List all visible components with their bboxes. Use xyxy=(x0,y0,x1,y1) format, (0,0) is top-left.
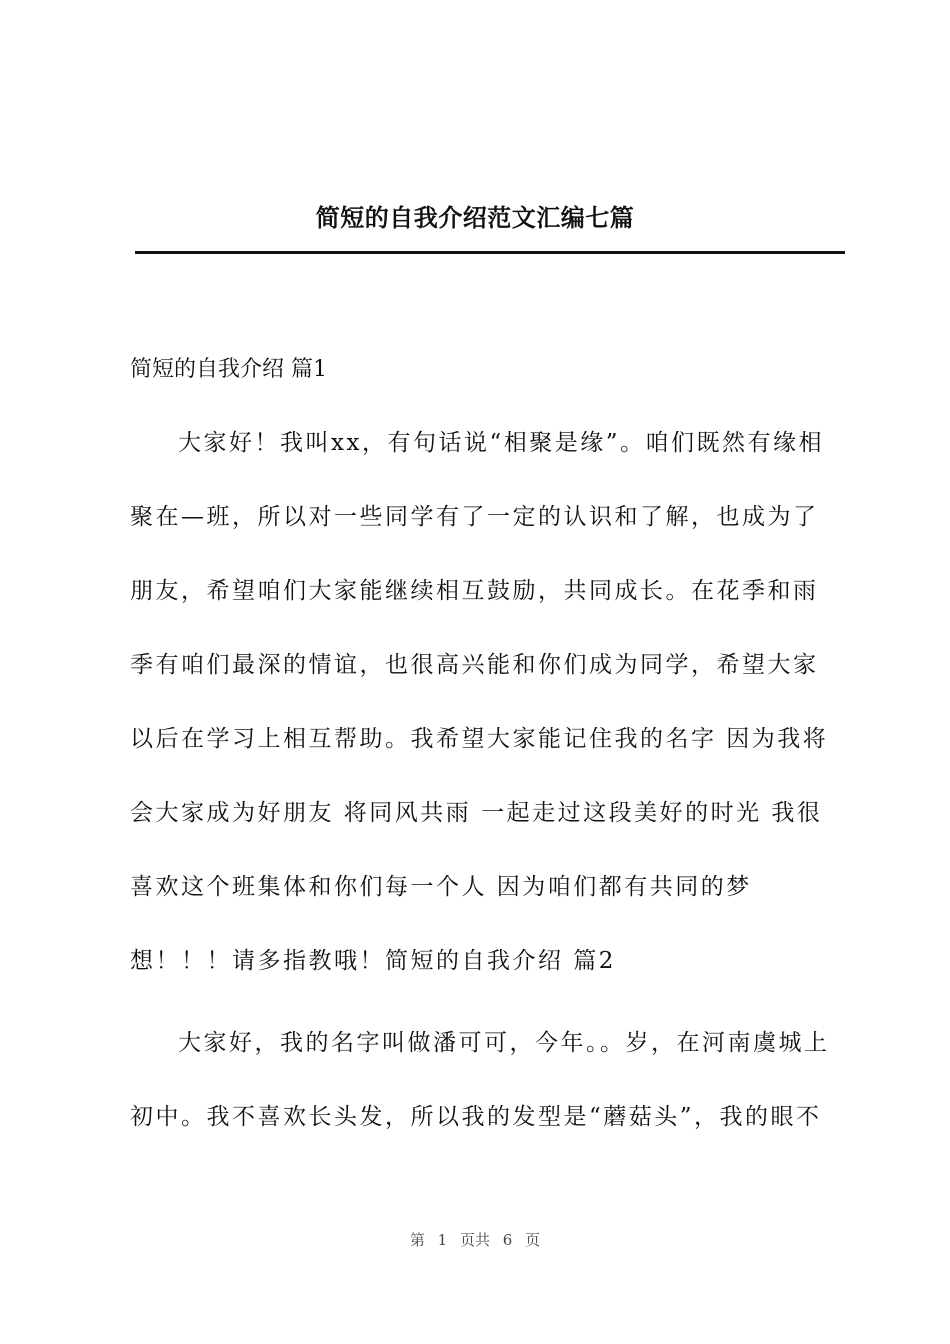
paragraph-1 xyxy=(130,406,842,1006)
section-heading-2: 简短的自我介绍 篇2 xyxy=(385,948,616,974)
section-heading-1: 简短的自我介绍 篇1 xyxy=(130,357,327,382)
title-underline xyxy=(135,251,845,254)
paragraph-2 xyxy=(130,1006,842,1156)
document-title: 简短的自我介绍范文汇编七篇 xyxy=(315,203,635,232)
paragraph-2-text: 大家好，我的名字叫做潘可可，今年。。岁，在河南虞城上初中。我不喜欢长头发，所以我的发型是“蘑菇头”，我的眼不 xyxy=(130,1030,830,1130)
paragraph-1-text: 大家好！我叫xx，有句话说“相聚是缘”。咱们既然有缘相聚在—班，所以对一些同学有了一定的认识和了解，也成为了朋友，希望咱们大家能继续相互鼓励，共同成长。在花季和雨季有咱们最深的情谊，也很高兴能和你们成为同学，希望大家以后在学习上相互帮助。我希望大家能记住我的名字 因为我将会大家成为好朋友 将同风共雨 一起走过这段美好的时光 我很喜欢这个班集体和你们每一个人 因为咱们都有共同的梦想！！！请多指教哦！ xyxy=(130,430,829,974)
page-footer: 第 1 页共 6 页 xyxy=(409,1231,541,1249)
